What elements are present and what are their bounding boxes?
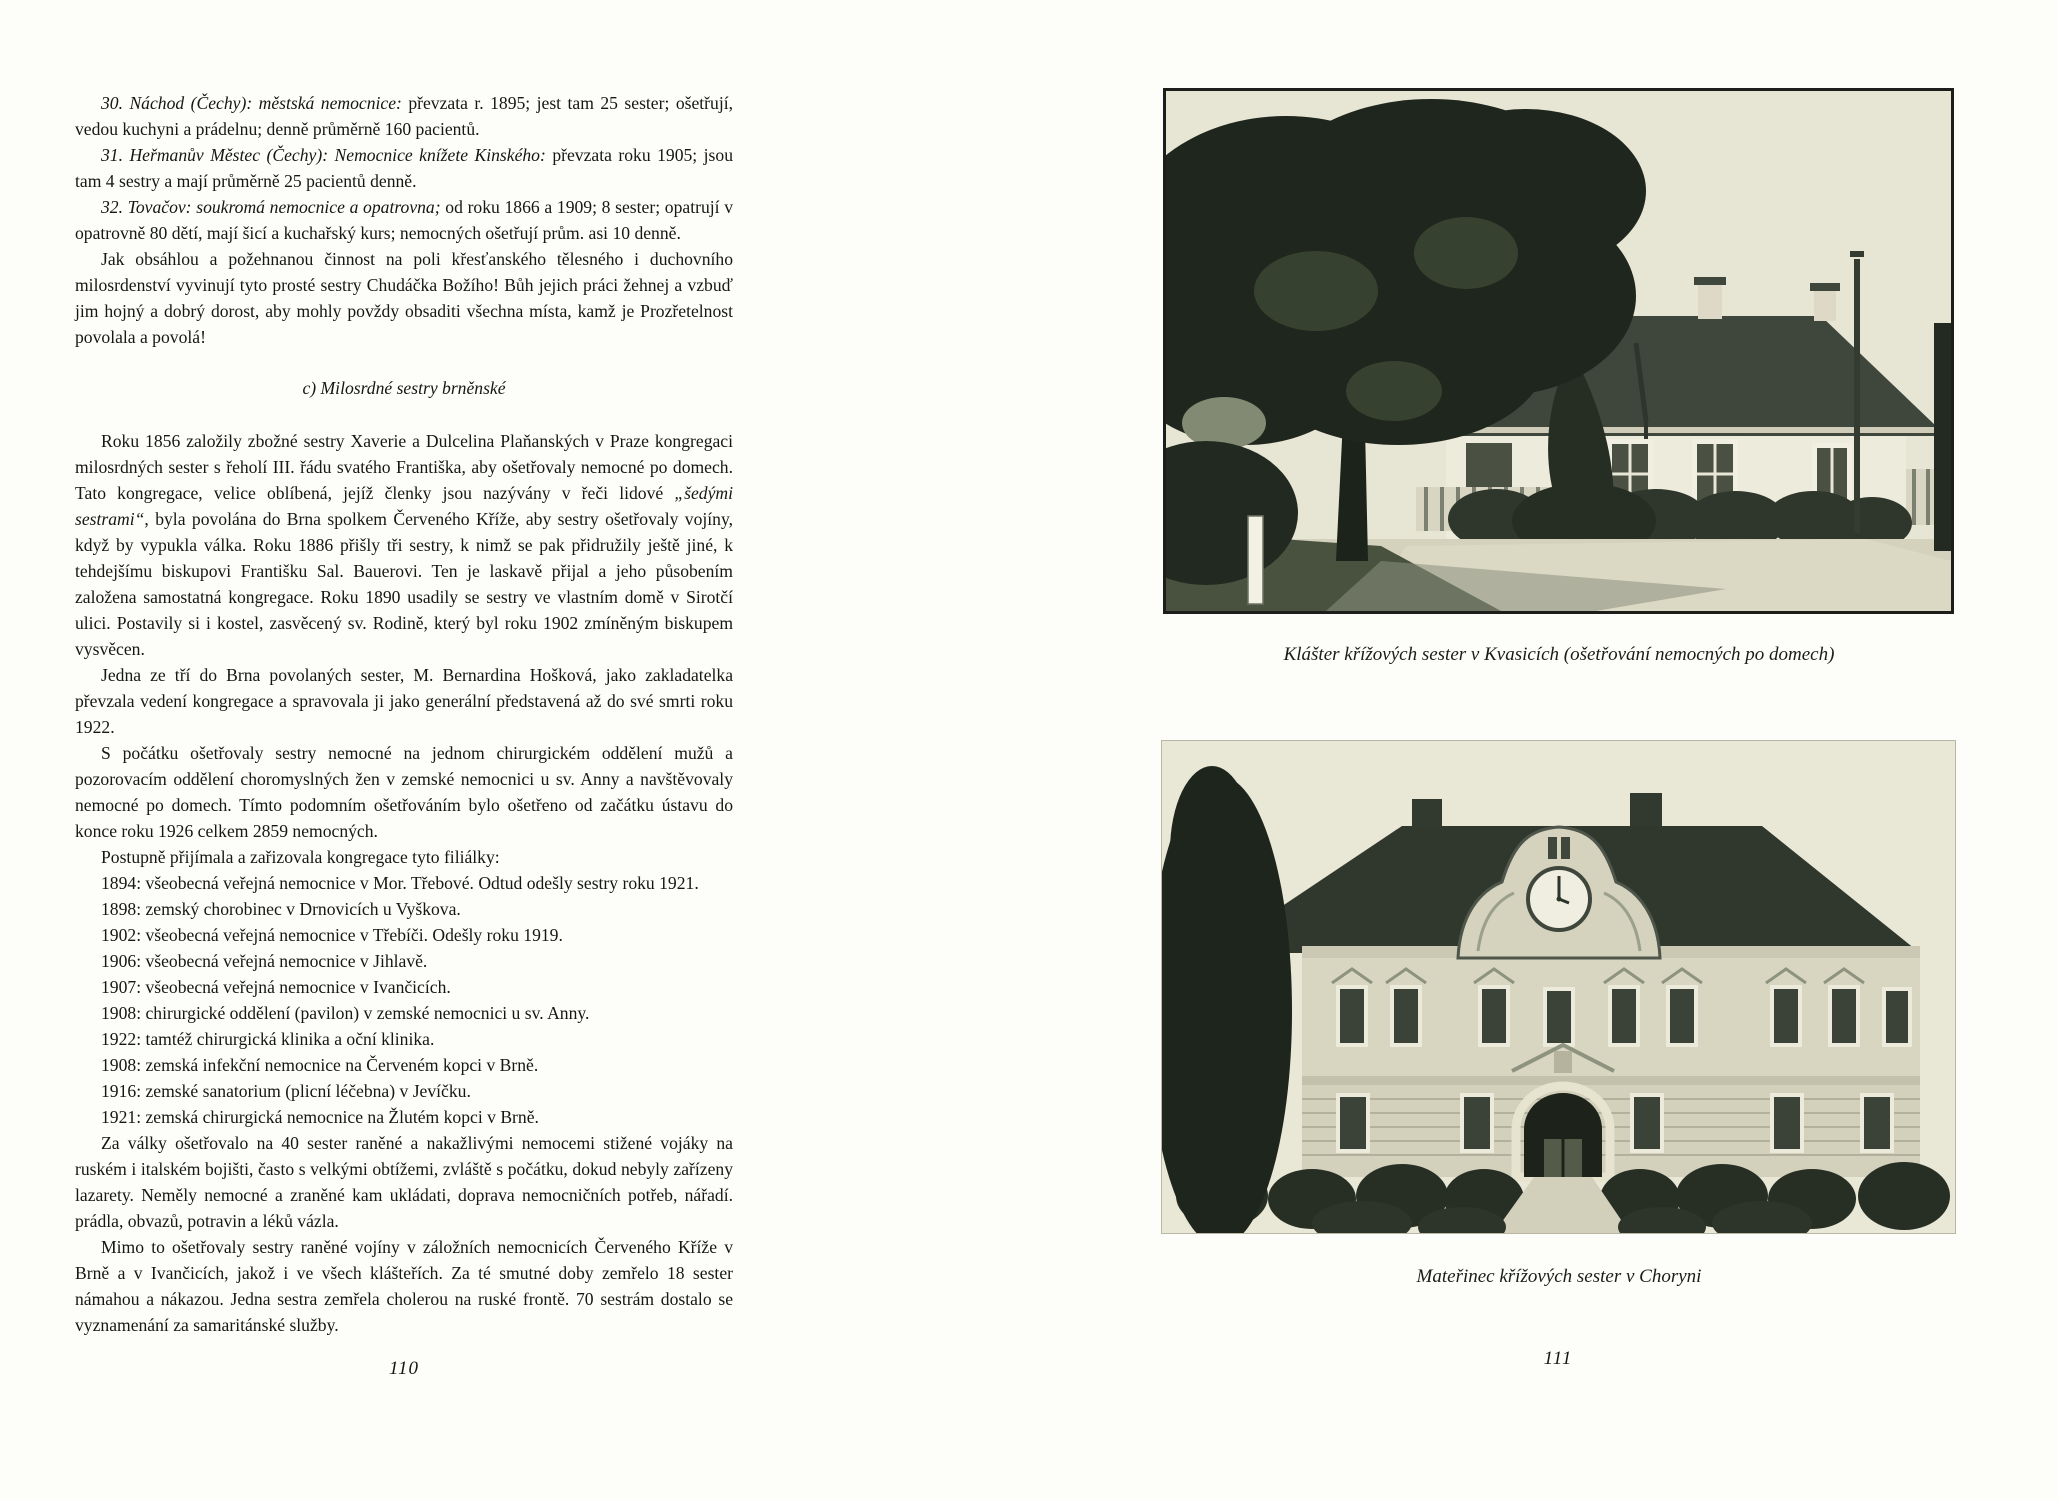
- paragraph-founding: [75, 428, 733, 662]
- hospital-entry-hermanuv-mestec-lead: 31. Heřmanův Městec (Čechy): Nemocnice knížete Kinského:: [101, 145, 546, 165]
- hospital-entry-tovacov-lead: 32. Tovačov: soukromá nemocnice a opatrovna;: [101, 197, 441, 217]
- tree-trunk-right: [1934, 323, 1951, 551]
- paragraph-filialky-intro: Postupně přijímala a zařizovala kongregace tyto filiálky:: [101, 847, 500, 867]
- book-page-right: [1029, 0, 2058, 1500]
- filialka-line: 1921: zemská chirurgická nemocnice na Žlutém kopci v Brně.: [101, 1107, 539, 1127]
- paragraph-aftermath: Mimo to ošetřovaly sestry raněné vojíny v záložních nemocnicích Červeného Kříže v Brně a v Ivančicích, jakož i ve všech klášteřích. Za té smutné doby zemřelo 18 sester námahou a nákazou. Jedna sestra zemřela cholerou na ruské frontě. 70 sestrám dostalo se vyznamenání za samaritánské služby.: [75, 1237, 733, 1335]
- paragraph-founding-a: Roku 1856 založily zbožné sestry Xaverie a Dulcelina Plaňanských v Praze kongregaci milosrdných sester s řeholí III. řádu svatého Františka, aby ošetřovaly nemocné po domech. Tato kongregace, velice oblíbená, jejíž členky jsou nazývány v řeči lidové: [75, 431, 733, 503]
- hospital-entry-tovacov-rest: od roku 1866 a 1909; 8 sester; opatrují v opatrovně 80 dětí, mají šicí a kuchařský kurs; nemocných ošetřují prům. asi 10 denně.: [75, 197, 733, 243]
- page-number-right: 111: [1543, 1348, 1573, 1369]
- filialka-line: 1898: zemský chorobinec v Drnovicích u Vyškova.: [101, 899, 461, 919]
- chimney: [1698, 283, 1722, 319]
- photo-choryne-illustration: [1162, 741, 1955, 1233]
- portal-emblem: [1554, 1051, 1572, 1073]
- paragraph-bernardina: Jedna ze tří do Brna povolaných sester, M. Bernardina Hošková, jako zakladatelka převzala vedení kongregace a spravovala ji jako generální představená až do své smrti roku 1922.: [75, 665, 733, 737]
- filialka-line: 1908: zemská infekční nemocnice na Červeném kopci v Brně.: [101, 1055, 539, 1075]
- paragraph-founding-quote: „šedými sestrami“: [75, 483, 733, 529]
- white-post: [1248, 516, 1263, 604]
- paragraph-blessing: Jak obsáhlou a požehnanou činnost na poli křesťanského tělesného i duchovního milosrdenství vyvinují tyto prosté sestry Chudáčka Božího! Bůh jejich práci žehnej a vzbuď jim hojný a dobrý dorost, aby mohly povždy obsaditi všechna místa, kamž je Prozřetelnost povolala a povolá!: [75, 249, 733, 347]
- hospital-entry-hermanuv-mestec-rest: převzata roku 1905; jsou tam 4 sestry a mají průměrně 25 pacientů denně.: [75, 145, 733, 191]
- string-course: [1302, 1076, 1920, 1085]
- paragraph-founding-c: , byla povolána do Brna spolkem Červeného Kříže, aby sestry ošetřovaly vojíny, když by vypukla válka. Roku 1886 přišly tři sestry, k nimž se pak přidružily ještě jiné, k tehdejšímu biskupovi Františku Sal. Bauerovi. Ten je laskavě přijal a jeho působením založena samostatná kongregace. Roku 1890 usadily se sestry ve vlastním domě v Sirotčí ulici. Postavily si i kostel, zasvěcený sv. Rodině, který byl roku 1902 zmíněným biskupem vysvěcen.: [75, 509, 733, 659]
- hospital-entry-nachod: [75, 90, 733, 142]
- filialka-line: 1908: chirurgické oddělení (pavilon) v zemské nemocnici u sv. Anny.: [101, 1003, 590, 1023]
- filialka-line: 1907: všeobecná veřejná nemocnice v Ivančicích.: [101, 977, 451, 997]
- photo-caption-kvasice: Klášter křížových sester v Kvasicích (ošetřování nemocných po domech): [1283, 644, 1835, 665]
- text-column: [75, 90, 733, 1338]
- photo-kvasice-illustration: [1166, 91, 1951, 611]
- hospital-entry-tovacov: [75, 194, 733, 246]
- chimney: [1412, 799, 1442, 829]
- section-heading: c) Milosrdné sestry brněnské: [302, 378, 506, 398]
- paragraph-war: Za války ošetřovalo na 40 sester raněné a nakažlivými nemocemi stižené vojáky na ruském i italském bojišti, často s velkými obtížemi, zvláště s počátku, dokud nebyly zařízeny lazarety. Neměly nemocné a zraněné kam ukládati, doprava nemocničních potřeb, nářadí. prádla, obvazů, potravin a léků vázla.: [75, 1133, 733, 1231]
- chimney: [1630, 793, 1662, 826]
- hospital-entry-nachod-lead: 30. Náchod (Čechy): městská nemocnice:: [101, 93, 402, 113]
- chimney: [1814, 289, 1836, 321]
- filialka-line: 1894: všeobecná veřejná nemocnice v Mor. Třebové. Odtud odešly sestry roku 1921.: [101, 873, 699, 893]
- photo-kvasice-convent: [1163, 88, 1954, 614]
- photo-choryne-motherhouse: [1161, 740, 1956, 1234]
- filialka-line: 1902: všeobecná veřejná nemocnice v Třebíči. Odešly roku 1919.: [101, 925, 563, 945]
- paragraph-beginnings: S počátku ošetřovaly sestry nemocné na jednom chirurgickém oddělení mužů a pozorovacím oddělení choromyslných žen v zemské nemocnici u sv. Anny a navštěvovaly nemocné po domech. Tímto podomním ošetřováním bylo ošetřeno od začátku ústavu do konce roku 1926 celkem 2859 nemocných.: [75, 743, 733, 841]
- page-number-left: 110: [388, 1358, 420, 1379]
- filialka-line: 1916: zemské sanatorium (plicní léčebna) v Jevíčku.: [101, 1081, 471, 1101]
- hospital-entry-nachod-rest: převzata r. 1895; jest tam 25 sester; ošetřují, vedou kuchyni a prádelnu; denně průměrně 160 pacientů.: [75, 93, 733, 139]
- hospital-entry-hermanuv-mestec: [75, 142, 733, 194]
- photo-caption-choryne: Mateřinec křížových sester v Choryni: [1416, 1266, 1702, 1287]
- filialka-line: 1906: všeobecná veřejná nemocnice v Jihlavě.: [101, 951, 428, 971]
- filialka-line: 1922: tamtéž chirurgická klinika a oční klinika.: [101, 1029, 435, 1049]
